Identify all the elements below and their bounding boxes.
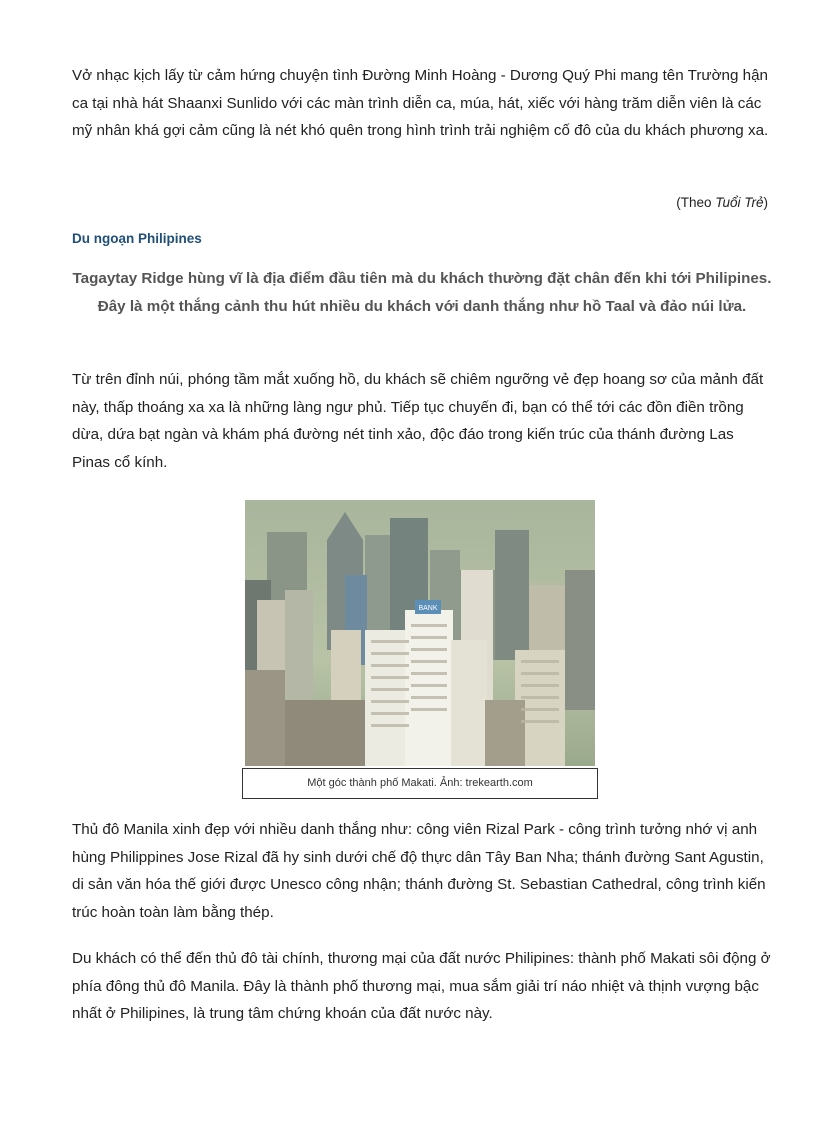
paragraph-makati: Du khách có thể đến thủ đô tài chính, thương mại của đất nước Philipines: thành phố Makati sôi động ở phía đông thủ đô Manila. Đây là thành phố thương mại, mua sắm giải trí náo nhiệt và thịnh vượng bậc nhất ở Philipines, là trung tâm chứng khoán của đất nước này. <box>72 950 771 1022</box>
section-title: Du ngoạn Philipines <box>72 231 202 246</box>
article-credit <box>560 193 768 213</box>
credit-prefix: (Theo <box>676 195 716 210</box>
makati-skyline-photo <box>245 500 595 766</box>
building-sign: BANK <box>418 605 438 612</box>
paragraph-tagaytay: Từ trên đỉnh núi, phóng tầm mắt xuống hồ, du khách sẽ chiêm ngưỡng vẻ đẹp hoang sơ của mảnh đất này, thấp thoáng xa xa là những làng ngư phủ. Tiếp tục chuyến đi, bạn có thể tới các đồn điền trồng dừa, dứa bạt ngàn và khám phá đường nét tinh xảo, độc đáo trong kiến trúc của thánh đường Las Pinas cổ kính. <box>72 371 764 471</box>
skyline-illustration <box>245 500 595 766</box>
photo-caption-box <box>242 768 598 799</box>
photo-caption: Một góc thành phố Makati. Ảnh: trekearth.com <box>307 777 533 789</box>
section-lead: Tagaytay Ridge hùng vĩ là địa điểm đầu tiên mà du khách thường đặt chân đến khi tới Philipines. Đây là một thắng cảnh thu hút nhiều du khách với danh thắng như hồ Taal và đảo núi lửa. <box>72 270 772 315</box>
credit-source: Tuổi Trẻ <box>715 195 764 210</box>
credit-suffix: ) <box>763 195 768 210</box>
paragraph-manila: Thủ đô Manila xinh đẹp với nhiều danh thắng như: công viên Rizal Park - công trình tưởng nhớ vị anh hùng Philippines Jose Rizal đã hy sinh dưới chế độ thực dân Tây Ban Nha; thánh đường Sant Agustin, di sản văn hóa thế giới được Unesco công nhận; thánh đường St. Sebastian Cathedral, công trình kiến trúc hoàn toàn làm bằng thép. <box>72 821 766 921</box>
intro-paragraph: Vở nhạc kịch lấy từ cảm hứng chuyện tình Đường Minh Hoàng - Dương Quý Phi mang tên Trường hận ca tại nhà hát Shaanxi Sunlido với các màn trình diễn ca, múa, hát, xiếc với hàng trăm diễn viên là các mỹ nhân khá gợi cảm cũng là nét khó quên trong hình trình trải nghiệm cố đô của du khách phương xa. <box>72 67 769 139</box>
